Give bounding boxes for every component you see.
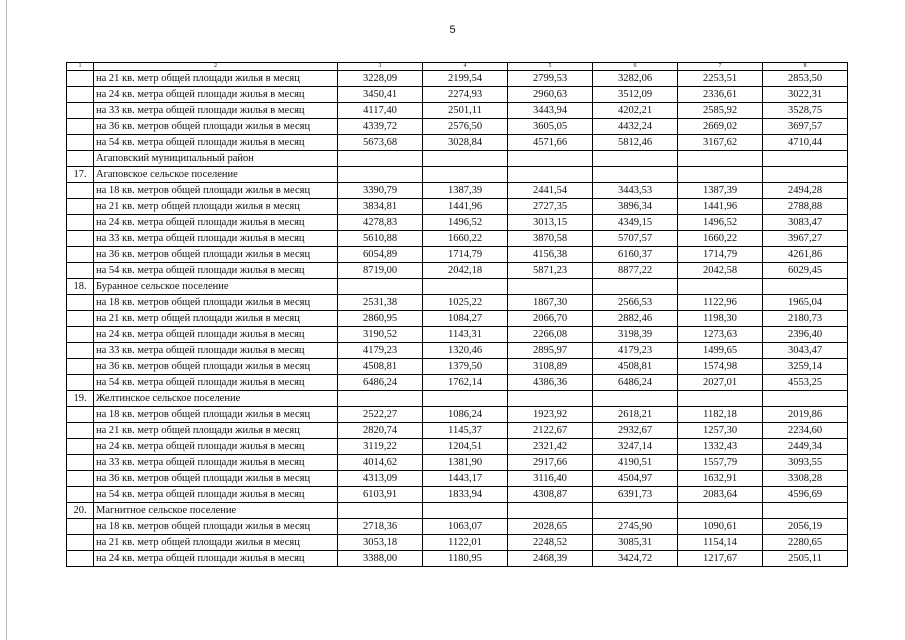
value-cell [593, 279, 678, 295]
row-index-cell [67, 423, 94, 439]
value-cell: 1387,39 [423, 183, 508, 199]
value-cell: 1332,43 [678, 439, 763, 455]
value-cell: 4014,62 [338, 455, 423, 471]
row-index-cell [67, 263, 94, 279]
row-index-cell [67, 231, 94, 247]
row-index-cell [67, 343, 94, 359]
row-index-cell [67, 119, 94, 135]
table-row [67, 551, 848, 567]
row-label-cell: на 36 кв. метров общей площади жилья в месяц [94, 119, 338, 135]
value-cell: 2576,50 [423, 119, 508, 135]
column-number-cell: 4 [423, 63, 508, 71]
value-cell: 1496,52 [423, 215, 508, 231]
row-index-cell [67, 103, 94, 119]
value-cell: 2669,02 [678, 119, 763, 135]
table-row [67, 407, 848, 423]
column-number-cell: 1 [67, 63, 94, 71]
value-cell: 1145,37 [423, 423, 508, 439]
row-label-cell: на 33 кв. метра общей площади жилья в месяц [94, 231, 338, 247]
row-index-cell [67, 151, 94, 167]
value-cell: 4571,66 [508, 135, 593, 151]
value-cell [338, 279, 423, 295]
value-cell [338, 503, 423, 519]
value-cell: 2882,46 [593, 311, 678, 327]
value-cell: 4190,51 [593, 455, 678, 471]
value-cell: 4508,81 [338, 359, 423, 375]
value-cell [763, 279, 848, 295]
value-cell: 4278,83 [338, 215, 423, 231]
value-cell [763, 391, 848, 407]
value-cell: 3390,79 [338, 183, 423, 199]
value-cell: 1143,31 [423, 327, 508, 343]
value-cell: 4349,15 [593, 215, 678, 231]
row-label-cell: на 18 кв. метров общей площади жилья в месяц [94, 295, 338, 311]
value-cell [338, 151, 423, 167]
value-cell [423, 503, 508, 519]
value-cell: 1714,79 [678, 247, 763, 263]
column-number-cell: 6 [593, 63, 678, 71]
row-index-cell [67, 439, 94, 455]
value-cell: 2280,65 [763, 535, 848, 551]
row-index-cell [67, 135, 94, 151]
value-cell: 2917,66 [508, 455, 593, 471]
table-row [67, 135, 848, 151]
table-row [67, 327, 848, 343]
row-index-cell [67, 359, 94, 375]
value-cell: 1660,22 [678, 231, 763, 247]
value-cell: 1833,94 [423, 487, 508, 503]
value-cell: 6029,45 [763, 263, 848, 279]
value-cell [678, 279, 763, 295]
row-index-cell: 19. [67, 391, 94, 407]
row-label-cell: на 36 кв. метров общей площади жилья в месяц [94, 471, 338, 487]
row-index-cell [67, 407, 94, 423]
value-cell: 1557,79 [678, 455, 763, 471]
column-number-row [67, 63, 848, 71]
value-cell: 1496,52 [678, 215, 763, 231]
row-label-cell: на 24 кв. метра общей площади жилья в месяц [94, 87, 338, 103]
value-cell: 1441,96 [423, 199, 508, 215]
value-cell: 3308,28 [763, 471, 848, 487]
row-index-cell [67, 311, 94, 327]
value-cell: 3116,40 [508, 471, 593, 487]
value-cell: 4261,86 [763, 247, 848, 263]
value-cell: 2396,40 [763, 327, 848, 343]
table-row [67, 455, 848, 471]
table-row [67, 167, 848, 183]
table-row [67, 87, 848, 103]
value-cell: 3259,14 [763, 359, 848, 375]
value-cell [338, 391, 423, 407]
row-label-cell: на 21 кв. метр общей площади жилья в месяц [94, 71, 338, 87]
value-cell: 2618,21 [593, 407, 678, 423]
value-cell: 1204,51 [423, 439, 508, 455]
value-cell: 5610,88 [338, 231, 423, 247]
row-index-cell [67, 487, 94, 503]
value-cell [423, 151, 508, 167]
value-cell [763, 503, 848, 519]
value-cell: 1965,04 [763, 295, 848, 311]
table-row [67, 151, 848, 167]
value-cell: 2122,67 [508, 423, 593, 439]
value-cell: 6054,89 [338, 247, 423, 263]
table-row [67, 423, 848, 439]
row-index-cell [67, 471, 94, 487]
row-label-cell: на 54 кв. метра общей площади жилья в месяц [94, 375, 338, 391]
value-cell: 1574,98 [678, 359, 763, 375]
value-cell [593, 391, 678, 407]
table-row [67, 103, 848, 119]
value-cell: 2019,86 [763, 407, 848, 423]
value-cell: 2860,95 [338, 311, 423, 327]
value-cell: 4313,09 [338, 471, 423, 487]
row-label-cell: на 36 кв. метров общей площади жилья в месяц [94, 359, 338, 375]
table-row [67, 471, 848, 487]
value-cell: 2266,08 [508, 327, 593, 343]
value-cell: 1320,46 [423, 343, 508, 359]
table-row [67, 71, 848, 87]
row-label-cell: на 21 кв. метр общей площади жилья в месяц [94, 311, 338, 327]
row-label-cell: Агаповское сельское поселение [94, 167, 338, 183]
value-cell: 4117,40 [338, 103, 423, 119]
value-cell: 2028,65 [508, 519, 593, 535]
row-label-cell: на 18 кв. метров общей площади жилья в месяц [94, 519, 338, 535]
value-cell: 1198,30 [678, 311, 763, 327]
value-cell: 4202,21 [593, 103, 678, 119]
value-cell [763, 151, 848, 167]
value-cell: 2056,19 [763, 519, 848, 535]
row-index-cell [67, 375, 94, 391]
table-row [67, 295, 848, 311]
value-cell: 4156,38 [508, 247, 593, 263]
value-cell: 6486,24 [338, 375, 423, 391]
value-cell: 2895,97 [508, 343, 593, 359]
value-cell: 3043,47 [763, 343, 848, 359]
row-index-cell [67, 535, 94, 551]
value-cell [593, 151, 678, 167]
value-cell [508, 279, 593, 295]
table-row [67, 199, 848, 215]
row-label-cell: на 21 кв. метр общей площади жилья в месяц [94, 423, 338, 439]
page-edge-rule [6, 0, 7, 640]
value-cell [338, 167, 423, 183]
value-cell: 3228,09 [338, 71, 423, 87]
value-cell: 1714,79 [423, 247, 508, 263]
value-cell: 3512,09 [593, 87, 678, 103]
table-row [67, 343, 848, 359]
value-cell: 2531,38 [338, 295, 423, 311]
value-cell: 4596,69 [763, 487, 848, 503]
value-cell: 2501,11 [423, 103, 508, 119]
value-cell: 3834,81 [338, 199, 423, 215]
value-cell [423, 279, 508, 295]
value-cell: 3053,18 [338, 535, 423, 551]
value-cell: 1441,96 [678, 199, 763, 215]
row-label-cell: на 24 кв. метра общей площади жилья в месяц [94, 551, 338, 567]
value-cell: 3247,14 [593, 439, 678, 455]
value-cell: 2336,61 [678, 87, 763, 103]
value-cell: 1090,61 [678, 519, 763, 535]
row-index-cell [67, 519, 94, 535]
value-cell: 1086,24 [423, 407, 508, 423]
value-cell: 2853,50 [763, 71, 848, 87]
value-cell [678, 503, 763, 519]
value-cell: 2932,67 [593, 423, 678, 439]
value-cell: 2727,35 [508, 199, 593, 215]
value-cell: 2960,63 [508, 87, 593, 103]
value-cell: 1379,50 [423, 359, 508, 375]
row-label-cell: на 33 кв. метра общей площади жилья в месяц [94, 455, 338, 471]
value-cell: 3870,58 [508, 231, 593, 247]
value-cell: 3388,00 [338, 551, 423, 567]
value-cell: 5707,57 [593, 231, 678, 247]
value-cell: 4553,25 [763, 375, 848, 391]
value-cell: 2027,01 [678, 375, 763, 391]
table-row [67, 519, 848, 535]
value-cell: 4386,36 [508, 375, 593, 391]
value-cell: 1122,96 [678, 295, 763, 311]
value-cell: 2199,54 [423, 71, 508, 87]
value-cell [508, 151, 593, 167]
value-cell: 1122,01 [423, 535, 508, 551]
value-cell: 5673,68 [338, 135, 423, 151]
table-row [67, 535, 848, 551]
value-cell: 3167,62 [678, 135, 763, 151]
value-cell [593, 167, 678, 183]
value-cell: 3022,31 [763, 87, 848, 103]
value-cell: 6486,24 [593, 375, 678, 391]
value-cell: 2585,92 [678, 103, 763, 119]
row-label-cell: Желтинское сельское поселение [94, 391, 338, 407]
value-cell: 3190,52 [338, 327, 423, 343]
row-label-cell: на 54 кв. метра общей площади жилья в месяц [94, 487, 338, 503]
row-label-cell: на 54 кв. метра общей площади жилья в месяц [94, 263, 338, 279]
value-cell: 2745,90 [593, 519, 678, 535]
value-cell: 4508,81 [593, 359, 678, 375]
table-row [67, 263, 848, 279]
row-label-cell: на 21 кв. метр общей площади жилья в месяц [94, 199, 338, 215]
row-label-cell: на 54 кв. метра общей площади жилья в месяц [94, 135, 338, 151]
row-label-cell: Буранное сельское поселение [94, 279, 338, 295]
table-row [67, 391, 848, 407]
value-cell: 3443,53 [593, 183, 678, 199]
value-cell: 3967,27 [763, 231, 848, 247]
value-cell: 1762,14 [423, 375, 508, 391]
value-cell: 1180,95 [423, 551, 508, 567]
value-cell: 2248,52 [508, 535, 593, 551]
value-cell: 4308,87 [508, 487, 593, 503]
value-cell [678, 151, 763, 167]
value-cell: 3013,15 [508, 215, 593, 231]
value-cell: 1084,27 [423, 311, 508, 327]
row-label-cell: на 18 кв. метров общей площади жилья в месяц [94, 407, 338, 423]
value-cell: 2494,28 [763, 183, 848, 199]
row-index-cell [67, 87, 94, 103]
row-index-cell [67, 199, 94, 215]
value-cell: 3085,31 [593, 535, 678, 551]
value-cell: 2083,64 [678, 487, 763, 503]
value-cell: 1154,14 [678, 535, 763, 551]
column-number-cell: 8 [763, 63, 848, 71]
value-cell: 3605,05 [508, 119, 593, 135]
value-cell [763, 167, 848, 183]
row-index-cell [67, 183, 94, 199]
value-cell: 2799,53 [508, 71, 593, 87]
value-cell: 3119,22 [338, 439, 423, 455]
column-number-cell: 2 [94, 63, 338, 71]
row-index-cell: 17. [67, 167, 94, 183]
value-cell: 1443,17 [423, 471, 508, 487]
row-label-cell: на 24 кв. метра общей площади жилья в месяц [94, 327, 338, 343]
value-cell [508, 167, 593, 183]
value-cell: 3450,41 [338, 87, 423, 103]
value-cell: 3424,72 [593, 551, 678, 567]
row-label-cell: на 36 кв. метров общей площади жилья в месяц [94, 247, 338, 263]
row-index-cell [67, 455, 94, 471]
value-cell: 1387,39 [678, 183, 763, 199]
value-cell: 2253,51 [678, 71, 763, 87]
value-cell: 4710,44 [763, 135, 848, 151]
row-index-cell [67, 551, 94, 567]
tariff-table [66, 62, 848, 567]
row-label-cell: на 24 кв. метра общей площади жилья в месяц [94, 439, 338, 455]
value-cell: 3896,34 [593, 199, 678, 215]
value-cell [508, 503, 593, 519]
row-index-cell [67, 327, 94, 343]
table-row [67, 215, 848, 231]
value-cell: 2788,88 [763, 199, 848, 215]
value-cell: 3443,94 [508, 103, 593, 119]
table-row [67, 231, 848, 247]
row-label-cell: на 24 кв. метра общей площади жилья в месяц [94, 215, 338, 231]
row-index-cell [67, 295, 94, 311]
table-row [67, 487, 848, 503]
column-number-cell: 5 [508, 63, 593, 71]
row-label-cell: на 33 кв. метра общей площади жилья в месяц [94, 343, 338, 359]
value-cell: 4339,72 [338, 119, 423, 135]
value-cell [678, 391, 763, 407]
table-row [67, 279, 848, 295]
value-cell: 2321,42 [508, 439, 593, 455]
column-number-cell: 3 [338, 63, 423, 71]
row-label-cell: Магнитное сельское поселение [94, 503, 338, 519]
value-cell [678, 167, 763, 183]
value-cell: 3528,75 [763, 103, 848, 119]
value-cell: 8877,22 [593, 263, 678, 279]
page-number: 5 [449, 24, 456, 36]
value-cell: 3083,47 [763, 215, 848, 231]
value-cell: 8719,00 [338, 263, 423, 279]
value-cell: 6160,37 [593, 247, 678, 263]
row-label-cell: Агаповский муниципальный район [94, 151, 338, 167]
value-cell: 3198,39 [593, 327, 678, 343]
value-cell: 1381,90 [423, 455, 508, 471]
value-cell: 2234,60 [763, 423, 848, 439]
row-label-cell: на 21 кв. метр общей площади жилья в месяц [94, 535, 338, 551]
value-cell: 1063,07 [423, 519, 508, 535]
row-index-cell: 20. [67, 503, 94, 519]
value-cell: 2274,93 [423, 87, 508, 103]
value-cell: 2066,70 [508, 311, 593, 327]
value-cell: 2180,73 [763, 311, 848, 327]
value-cell: 5871,23 [508, 263, 593, 279]
table-row [67, 375, 848, 391]
row-label-cell: на 18 кв. метров общей площади жилья в месяц [94, 183, 338, 199]
row-index-cell [67, 247, 94, 263]
value-cell: 2468,39 [508, 551, 593, 567]
row-index-cell: 18. [67, 279, 94, 295]
value-cell [508, 391, 593, 407]
value-cell: 1867,30 [508, 295, 593, 311]
value-cell: 2441,54 [508, 183, 593, 199]
value-cell: 2820,74 [338, 423, 423, 439]
table-row [67, 359, 848, 375]
table-row [67, 247, 848, 263]
value-cell: 4179,23 [338, 343, 423, 359]
value-cell: 2522,27 [338, 407, 423, 423]
row-index-cell [67, 71, 94, 87]
column-number-cell: 7 [678, 63, 763, 71]
value-cell: 1499,65 [678, 343, 763, 359]
value-cell: 3108,89 [508, 359, 593, 375]
table-row [67, 503, 848, 519]
value-cell: 1217,67 [678, 551, 763, 567]
value-cell: 1660,22 [423, 231, 508, 247]
table-row [67, 183, 848, 199]
value-cell: 1025,22 [423, 295, 508, 311]
value-cell: 2449,34 [763, 439, 848, 455]
value-cell: 1273,63 [678, 327, 763, 343]
value-cell: 1923,92 [508, 407, 593, 423]
value-cell: 6391,73 [593, 487, 678, 503]
table-row [67, 439, 848, 455]
value-cell: 3093,55 [763, 455, 848, 471]
row-index-cell [67, 215, 94, 231]
value-cell: 4504,97 [593, 471, 678, 487]
value-cell: 4432,24 [593, 119, 678, 135]
value-cell: 1632,91 [678, 471, 763, 487]
value-cell [593, 503, 678, 519]
value-cell: 1182,18 [678, 407, 763, 423]
table-row [67, 119, 848, 135]
value-cell: 1257,30 [678, 423, 763, 439]
value-cell: 2718,36 [338, 519, 423, 535]
value-cell: 2042,58 [678, 263, 763, 279]
value-cell: 6103,91 [338, 487, 423, 503]
value-cell [423, 167, 508, 183]
value-cell: 2566,53 [593, 295, 678, 311]
value-cell: 3028,84 [423, 135, 508, 151]
value-cell: 2505,11 [763, 551, 848, 567]
value-cell: 4179,23 [593, 343, 678, 359]
value-cell: 3282,06 [593, 71, 678, 87]
value-cell: 5812,46 [593, 135, 678, 151]
table-row [67, 311, 848, 327]
value-cell: 3697,57 [763, 119, 848, 135]
row-label-cell: на 33 кв. метра общей площади жилья в месяц [94, 103, 338, 119]
value-cell: 2042,18 [423, 263, 508, 279]
value-cell [423, 391, 508, 407]
table-body [67, 63, 848, 567]
